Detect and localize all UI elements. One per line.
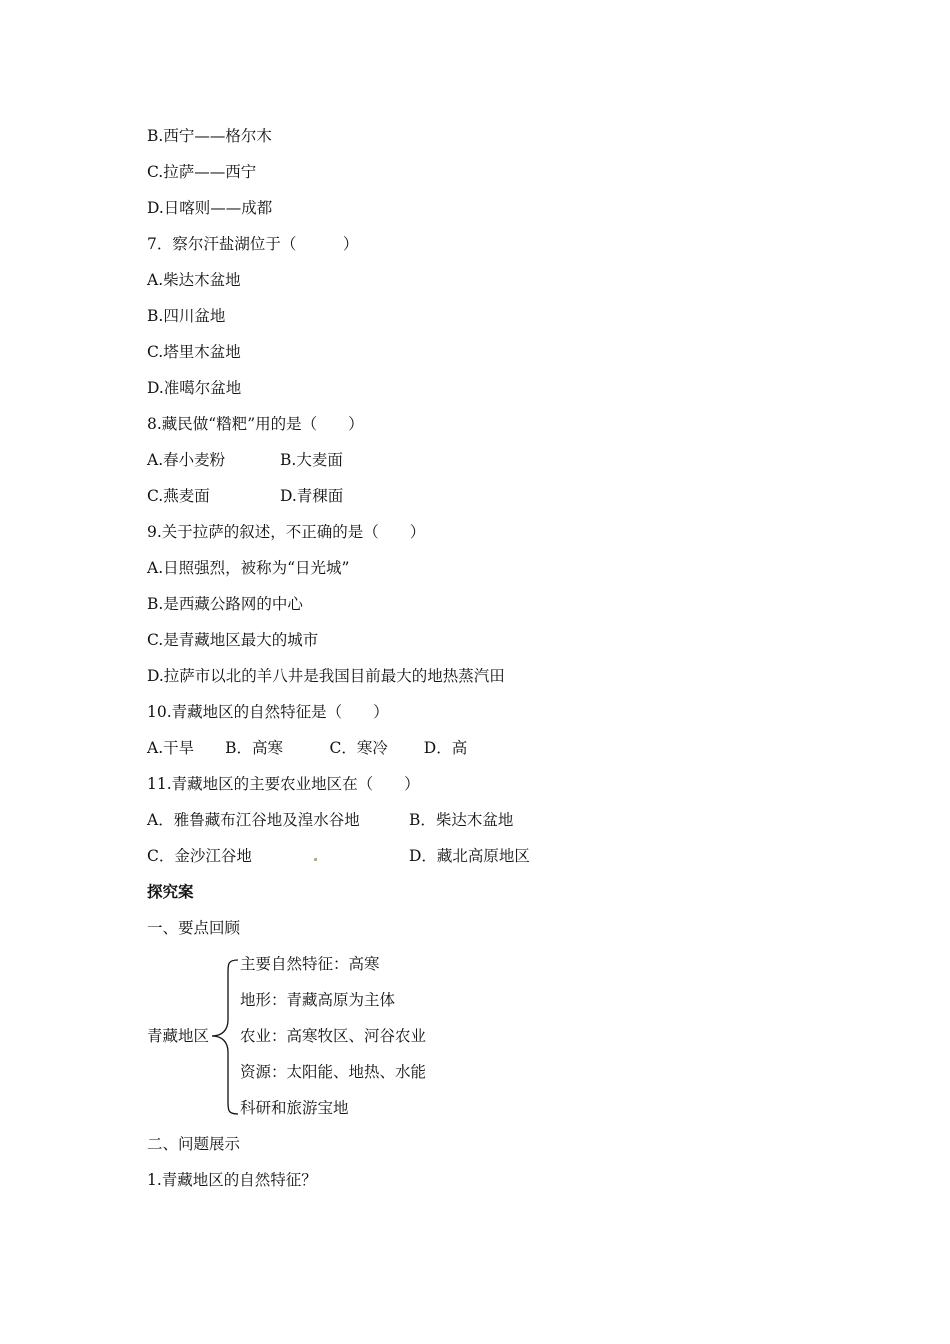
question-10-options: A.干旱 B．高寒 C．寒冷 D．高 bbox=[147, 739, 468, 757]
question-9-option-c: C.是青藏地区最大的城市 bbox=[147, 631, 319, 649]
question-11: 11.青藏地区的主要农业地区在（ ） bbox=[147, 775, 420, 793]
question-9-option-b: B.是西藏公路网的中心 bbox=[147, 595, 303, 613]
question-7-option-a: A.柴达木盆地 bbox=[147, 271, 241, 289]
question-11-option-d: D．藏北高原地区 bbox=[409, 847, 530, 865]
question-8-option-c: C.燕麦面 bbox=[147, 487, 210, 505]
diagram-item: 地形：青藏高原为主体 bbox=[240, 991, 396, 1009]
option-b-line: B.西宁——格尔木 bbox=[147, 127, 272, 145]
question-last: 1.青藏地区的自然特征？ bbox=[147, 1171, 317, 1189]
question-8: 8.藏民做“糌粑”用的是（ ） bbox=[147, 415, 364, 433]
question-9: 9.关于拉萨的叙述，不正确的是（ ） bbox=[147, 523, 426, 541]
diagram-root-label: 青藏地区 bbox=[147, 1027, 210, 1045]
question-11-option-a: A．雅鲁藏布江谷地及湟水谷地 bbox=[147, 811, 360, 829]
option-d-line: D.日喀则——成都 bbox=[147, 199, 273, 217]
part-2-heading: 二、问题展示 bbox=[147, 1135, 241, 1153]
question-8-option-d: D.青稞面 bbox=[280, 487, 344, 505]
question-8-option-a: A.春小麦粉 bbox=[147, 451, 226, 469]
option-c-line: C.拉萨——西宁 bbox=[147, 163, 257, 181]
part-1-heading: 一、要点回顾 bbox=[147, 919, 241, 937]
question-7-option-d: D.准噶尔盆地 bbox=[147, 379, 242, 397]
diagram-item: 科研和旅游宝地 bbox=[240, 1099, 349, 1117]
question-7: 7．察尔汗盐湖位于（ ） bbox=[147, 235, 359, 253]
diagram-item: 主要自然特征：高寒 bbox=[240, 955, 380, 973]
question-10: 10.青藏地区的自然特征是（ ） bbox=[147, 703, 389, 721]
diagram-item: 农业：高寒牧区、河谷农业 bbox=[240, 1027, 427, 1045]
question-11-option-b: B．柴达木盆地 bbox=[409, 811, 514, 829]
question-8-option-b: B.大麦面 bbox=[280, 451, 343, 469]
question-11-option-c: C．金沙江谷地 bbox=[147, 847, 252, 865]
section-title: 探究案 bbox=[147, 883, 194, 901]
diagram-item: 资源：太阳能、地热、水能 bbox=[240, 1063, 427, 1081]
question-9-option-d: D.拉萨市以北的羊八井是我国目前最大的地热蒸汽田 bbox=[147, 667, 505, 685]
question-7-option-c: C.塔里木盆地 bbox=[147, 343, 241, 361]
question-7-option-b: B.四川盆地 bbox=[147, 307, 226, 325]
curly-brace-icon bbox=[206, 958, 242, 1118]
stray-dot bbox=[314, 858, 317, 861]
question-9-option-a: A.日照强烈，被称为“日光城” bbox=[147, 559, 350, 577]
